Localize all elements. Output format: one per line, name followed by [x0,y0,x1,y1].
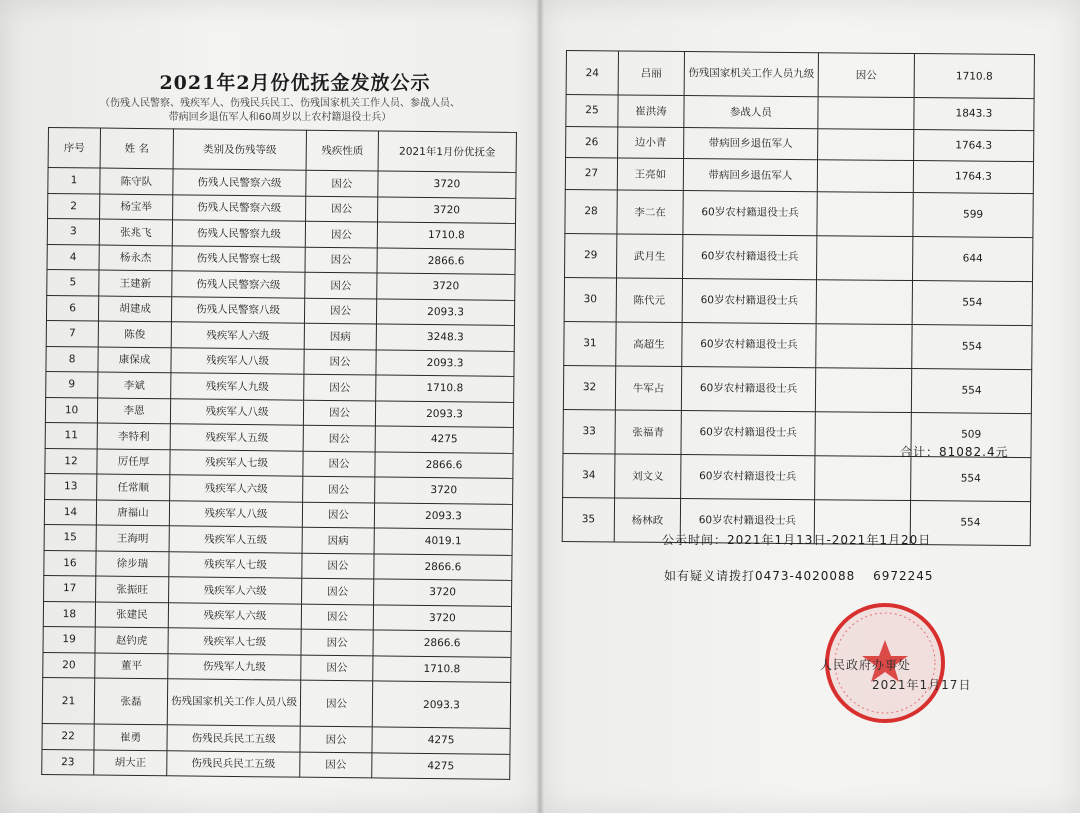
amount: 554 [912,280,1032,325]
disability-nature: 因公 [301,629,373,655]
table-row [42,749,510,779]
amount: 2866.6 [373,630,511,657]
person-name: 杨永杰 [99,245,172,271]
disability-nature: 因公 [303,400,375,426]
person-name: 张兆飞 [99,219,172,245]
person-name: 崔洪涛 [618,95,684,127]
person-name: 张磊 [94,678,167,725]
person-name: 杨林政 [614,497,680,542]
category-level: 60岁农村籍退役士兵 [683,190,817,235]
row-index: 30 [564,277,616,321]
disability-nature [817,235,913,280]
row-index: 12 [45,448,97,474]
disability-nature: 因公 [302,553,374,579]
category-level: 伤残人民警察六级 [172,271,305,298]
table-row [566,51,1034,99]
category-level: 60岁农村籍退役士兵 [682,322,816,367]
row-index: 6 [46,295,98,321]
table-row [566,95,1034,131]
person-name: 王建新 [99,270,172,296]
category-level: 60岁农村籍退役士兵 [680,498,814,543]
amount: 2093.3 [372,681,510,728]
page-fold [536,0,544,813]
row-index: 11 [45,422,97,448]
person-name: 杨宝举 [100,194,173,220]
table-row [565,189,1033,237]
person-name: 边小青 [618,126,684,158]
disability-nature: 因公 [301,655,373,681]
issue-date: 2021年1月17日 [872,678,972,692]
row-index: 19 [43,626,95,652]
disability-nature: 因公 [302,578,374,604]
category-level: 60岁农村籍退役士兵 [682,278,816,323]
person-name: 吕丽 [618,51,684,96]
right-table-body [562,51,1034,546]
row-index: 7 [46,320,98,346]
person-name: 康保成 [98,347,171,373]
amount: 3720 [377,273,515,300]
total-amount: 合计：81082.4元 [900,445,1009,459]
row-index: 35 [562,497,614,541]
amount: 4275 [372,752,510,779]
row-index: 1 [48,168,100,194]
category-level: 伤残军人九级 [168,653,301,680]
contact-phone: 如有疑义请拨打0473-4020088 6972245 [664,569,934,583]
category-level: 残疾军人七级 [170,449,303,476]
amount: 2866.6 [377,247,515,274]
disability-nature: 因公 [300,680,372,727]
disability-nature: 因公 [305,247,377,273]
amount: 644 [913,236,1033,281]
category-level: 60岁农村籍退役士兵 [681,366,815,411]
row-index: 34 [563,453,615,497]
beneficiary-table-right [562,50,1035,546]
category-level: 60岁农村籍退役士兵 [683,234,817,279]
category-level: 伤残人民警察七级 [172,245,305,272]
disability-nature [818,128,914,160]
table-row [563,453,1031,501]
disability-nature: 因公 [305,221,377,247]
row-index: 22 [42,723,94,749]
row-index: 31 [564,321,616,365]
row-index: 2 [48,193,100,219]
issuing-office: 人民政府办事处 [820,658,912,672]
person-name: 董平 [95,653,168,679]
row-index: 28 [565,189,617,233]
person-name: 刘文义 [615,453,681,498]
amount: 3720 [374,579,512,606]
person-name: 陈俊 [98,321,171,347]
row-index: 17 [44,575,96,601]
row-index: 13 [45,473,97,499]
category-level: 伤残国家机关工作人员九级 [684,52,818,97]
person-name: 牛军占 [615,365,681,410]
category-level: 残疾军人五级 [169,526,302,553]
row-index: 9 [46,371,98,397]
person-name: 王亮如 [617,158,683,190]
amount: 4275 [375,426,513,453]
amount: 1764.3 [913,161,1033,194]
row-index: 23 [42,749,94,775]
category-level: 60岁农村籍退役士兵 [681,454,815,499]
amount: 3720 [378,196,516,223]
category-level: 伤残民兵民工五级 [167,725,300,752]
amount: 4275 [372,727,510,754]
person-name: 任常顺 [97,474,170,500]
category-level: 60岁农村籍退役士兵 [681,410,815,455]
disability-nature: 因公 [303,425,375,451]
disability-nature: 因公 [304,349,376,375]
row-index: 26 [566,126,618,158]
person-name: 陈守队 [100,168,173,194]
person-name: 李恩 [97,398,170,424]
person-name: 赵钓虎 [95,627,168,653]
person-name: 厉任厚 [97,449,170,475]
right-page [540,0,1080,813]
category-level: 伤残国家机关工作人员八级 [167,679,300,726]
row-index: 16 [44,550,96,576]
person-name: 胡建成 [98,296,171,322]
disability-nature [818,97,914,129]
row-index: 18 [43,601,95,627]
table-row [565,233,1033,281]
category-level: 残疾军人五级 [170,424,303,451]
amount: 3720 [373,604,511,631]
amount: 554 [910,500,1030,545]
row-index: 4 [47,244,99,270]
amount: 2866.6 [375,451,513,478]
row-index: 5 [47,269,99,295]
amount: 554 [912,324,1032,369]
subtitle-line-2: 带病回乡退伍军人和60周岁以上农村籍退役士兵） [168,112,392,123]
amount: 1764.3 [914,129,1034,162]
row-index: 33 [563,409,615,453]
amount: 2093.3 [376,349,514,376]
row-index: 21 [42,677,94,724]
document-title: 2021年2月份优抚金发放公示 [159,72,431,94]
category-level: 残疾军人七级 [169,551,302,578]
disability-nature [816,323,912,368]
disability-nature: 因公 [818,53,914,98]
amount: 1710.8 [376,375,514,402]
row-index: 15 [44,524,96,550]
row-index: 27 [565,158,617,190]
person-name: 唐福山 [96,500,169,526]
amount: 2093.3 [376,298,514,325]
header-index: 序号 [48,128,100,169]
row-index: 8 [46,346,98,372]
disability-nature: 因病 [302,527,374,553]
person-name: 张福青 [615,409,681,454]
person-name: 李二在 [617,189,683,234]
header-name: 姓 名 [100,128,173,169]
amount: 1710.8 [377,222,515,249]
notice-period: 公示时间：2021年1月13日-2021年1月20日 [662,533,932,547]
person-name: 胡大正 [94,750,167,776]
disability-nature [817,160,913,192]
disability-nature: 因公 [300,752,372,778]
table-row [565,158,1033,194]
person-name: 徐步瑞 [96,551,169,577]
amount: 554 [911,456,1031,501]
person-name: 高超生 [616,321,682,366]
category-level: 伤残人民警察九级 [172,220,305,247]
amount: 3720 [375,477,513,504]
person-name: 王海明 [96,525,169,551]
category-level: 参战人员 [684,96,818,129]
table-row [566,126,1034,162]
table-row [564,321,1032,369]
disability-nature: 因公 [305,272,377,298]
amount: 509 [911,412,1031,457]
row-index: 29 [565,233,617,277]
disability-nature [816,279,912,324]
category-level: 带病回乡退伍军人 [684,127,818,160]
category-level: 残疾军人九级 [171,373,304,400]
amount: 554 [911,368,1031,413]
amount: 1710.8 [914,54,1034,99]
disability-nature: 因公 [301,604,373,630]
row-index: 3 [47,219,99,245]
disability-nature: 因病 [304,323,376,349]
amount: 2866.6 [374,553,512,580]
amount: 2093.3 [375,400,513,427]
row-index: 20 [43,652,95,678]
header-disability-nature: 残疾性质 [306,130,378,171]
disability-nature [815,411,911,456]
category-level: 伤残人民警察六级 [173,194,306,221]
amount: 1843.3 [914,98,1034,131]
category-level: 伤残人民警察六级 [173,169,306,196]
category-level: 残疾军人八级 [170,398,303,425]
amount: 3248.3 [376,324,514,351]
beneficiary-table-left [41,127,517,780]
table-header-row [48,128,516,173]
category-level: 残疾军人七级 [168,628,301,655]
row-index: 14 [44,499,96,525]
disability-nature [815,455,911,500]
category-level: 残疾军人八级 [171,347,304,374]
amount: 1710.8 [373,655,511,682]
amount: 2093.3 [374,502,512,529]
table-row [42,677,510,728]
disability-nature: 因公 [304,298,376,324]
disability-nature [817,191,913,236]
person-name: 崔勇 [94,724,167,750]
category-level: 残疾军人六级 [168,602,301,629]
category-level: 伤残人民警察八级 [171,296,304,323]
disability-nature: 因公 [300,726,372,752]
amount: 3720 [378,171,516,198]
category-level: 伤残民兵民工五级 [167,750,300,777]
disability-nature [815,367,911,412]
category-level: 残疾军人八级 [169,500,302,527]
disability-nature: 因公 [304,374,376,400]
header-amount: 2021年1月份优抚金 [378,131,516,172]
person-name: 张振旺 [96,576,169,602]
row-index: 24 [566,51,618,95]
disability-nature: 因公 [302,502,374,528]
disability-nature: 因公 [303,451,375,477]
disability-nature: 因公 [306,170,378,196]
subtitle-line-1: （伤残人民警察、残疾军人、伤残民兵民工、伤残国家机关工作人员、参战人员、 [100,98,460,109]
category-level: 残疾军人六级 [171,322,304,349]
amount: 599 [913,192,1033,237]
amount: 4019.1 [374,528,512,555]
disability-nature: 因公 [306,196,378,222]
person-name: 李斌 [98,372,171,398]
left-table-body [42,168,516,780]
disability-nature: 因公 [303,476,375,502]
row-index: 10 [45,397,97,423]
person-name: 陈代元 [616,277,682,322]
table-row [564,277,1032,325]
row-index: 25 [566,95,618,127]
header-category: 类别及伤残等级 [173,129,306,170]
row-index: 32 [563,365,615,409]
person-name: 武月生 [617,233,683,278]
category-level: 残疾军人六级 [170,475,303,502]
person-name: 李特利 [97,423,170,449]
table-row [563,365,1031,413]
person-name: 张建民 [95,602,168,628]
category-level: 带病回乡退伍军人 [683,159,817,192]
category-level: 残疾军人六级 [169,577,302,604]
